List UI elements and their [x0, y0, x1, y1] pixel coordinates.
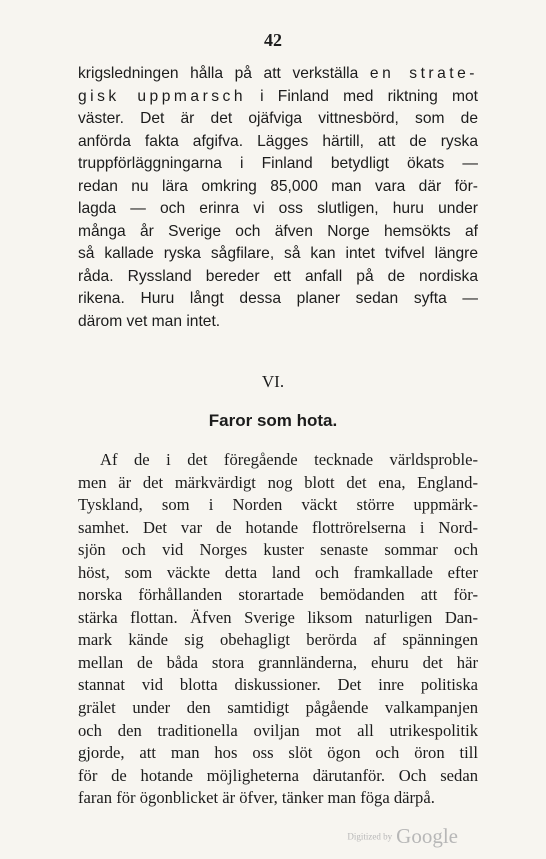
text-line: sjön och vid Norges kuster senaste sommar och — [78, 540, 478, 560]
text-line: gisk uppmarsch i Finland med riktning mot — [78, 87, 479, 105]
text-line: mark kände sig obehagligt berörda af spänningen — [78, 630, 478, 650]
text-line: så kallade ryska sågfilare, så kan intet tvifvel längre — [78, 245, 478, 262]
watermark-prefix: Digitized by — [347, 831, 393, 842]
text-line: många år Sverige och äfven Norge hemsökts af — [78, 222, 478, 240]
text-line: råda. Ryssland bereder ett anfall på de nordiska — [78, 267, 478, 285]
text-line: norska förhållanden storartade bemödanden att för- — [78, 585, 478, 605]
paragraph-continuation — [78, 63, 478, 333]
text-line: men är det märkvärdigt nog blott det ena, England- — [78, 472, 478, 492]
text-line: krigsledningen hålla på att verkställa en strate- — [78, 65, 478, 82]
emphasized-text: gisk uppmarsch — [78, 87, 247, 105]
text-line: redan nu lära omkring 85,000 man vara där för- — [78, 177, 478, 195]
page-number: 42 — [264, 30, 282, 50]
paragraph-body — [78, 449, 478, 810]
text-line: väster. Det är det ojäfviga vittnesbörd, som de — [78, 110, 478, 127]
text-line: faran för ögonblicket är öfver, tänker man föga därpå. — [78, 788, 435, 808]
section-heading: Faror som hota. — [208, 411, 338, 430]
watermark-brand: Google — [396, 824, 458, 848]
text-line: mellan de båda stora grannländerna, ehuru det här — [78, 652, 478, 672]
text-line: höst, som väckte detta land och framkallade efter — [78, 562, 478, 582]
text-line: och den traditionella oviljan mot all utrikespolitik — [78, 720, 478, 740]
text-line: rikena. Huru långt dessa planer sedan syfta — — [78, 290, 478, 307]
text-line: truppförläggningarna i Finland betydligt ökats — — [78, 155, 478, 172]
text-line: för de hotande möjligheterna därutanför. Och sedan — [78, 765, 478, 785]
section-numeral: VI. — [261, 372, 285, 391]
text-line: stannat vid blotta diskussioner. Det inre politiska — [78, 675, 478, 695]
digitized-watermark — [347, 824, 458, 849]
emphasized-text: en strate- — [369, 65, 478, 82]
text-line: anförda fakta afgifva. Lägges härtill, att de ryska — [78, 132, 478, 150]
text-line: samhet. Det var de hotande flottrörelserna i Nord- — [78, 517, 478, 537]
text-line: därom vet man intet. — [78, 312, 221, 330]
text-line: Af de i det föregående tecknade världsproble- — [100, 450, 478, 469]
text-line: grälet under den samtidigt pågående valkampanjen — [78, 698, 478, 718]
text-line: gjorde, att man hos oss slöt ögon och öron till — [78, 743, 478, 763]
text-line: stärka flottan. Äfven Sverige liksom naturligen Dan- — [78, 607, 478, 627]
text-line: Tyskland, som i Norden väckt större uppmärk- — [78, 495, 478, 515]
text-line: lagda — och erinra vi oss slutligen, huru under — [78, 200, 478, 217]
